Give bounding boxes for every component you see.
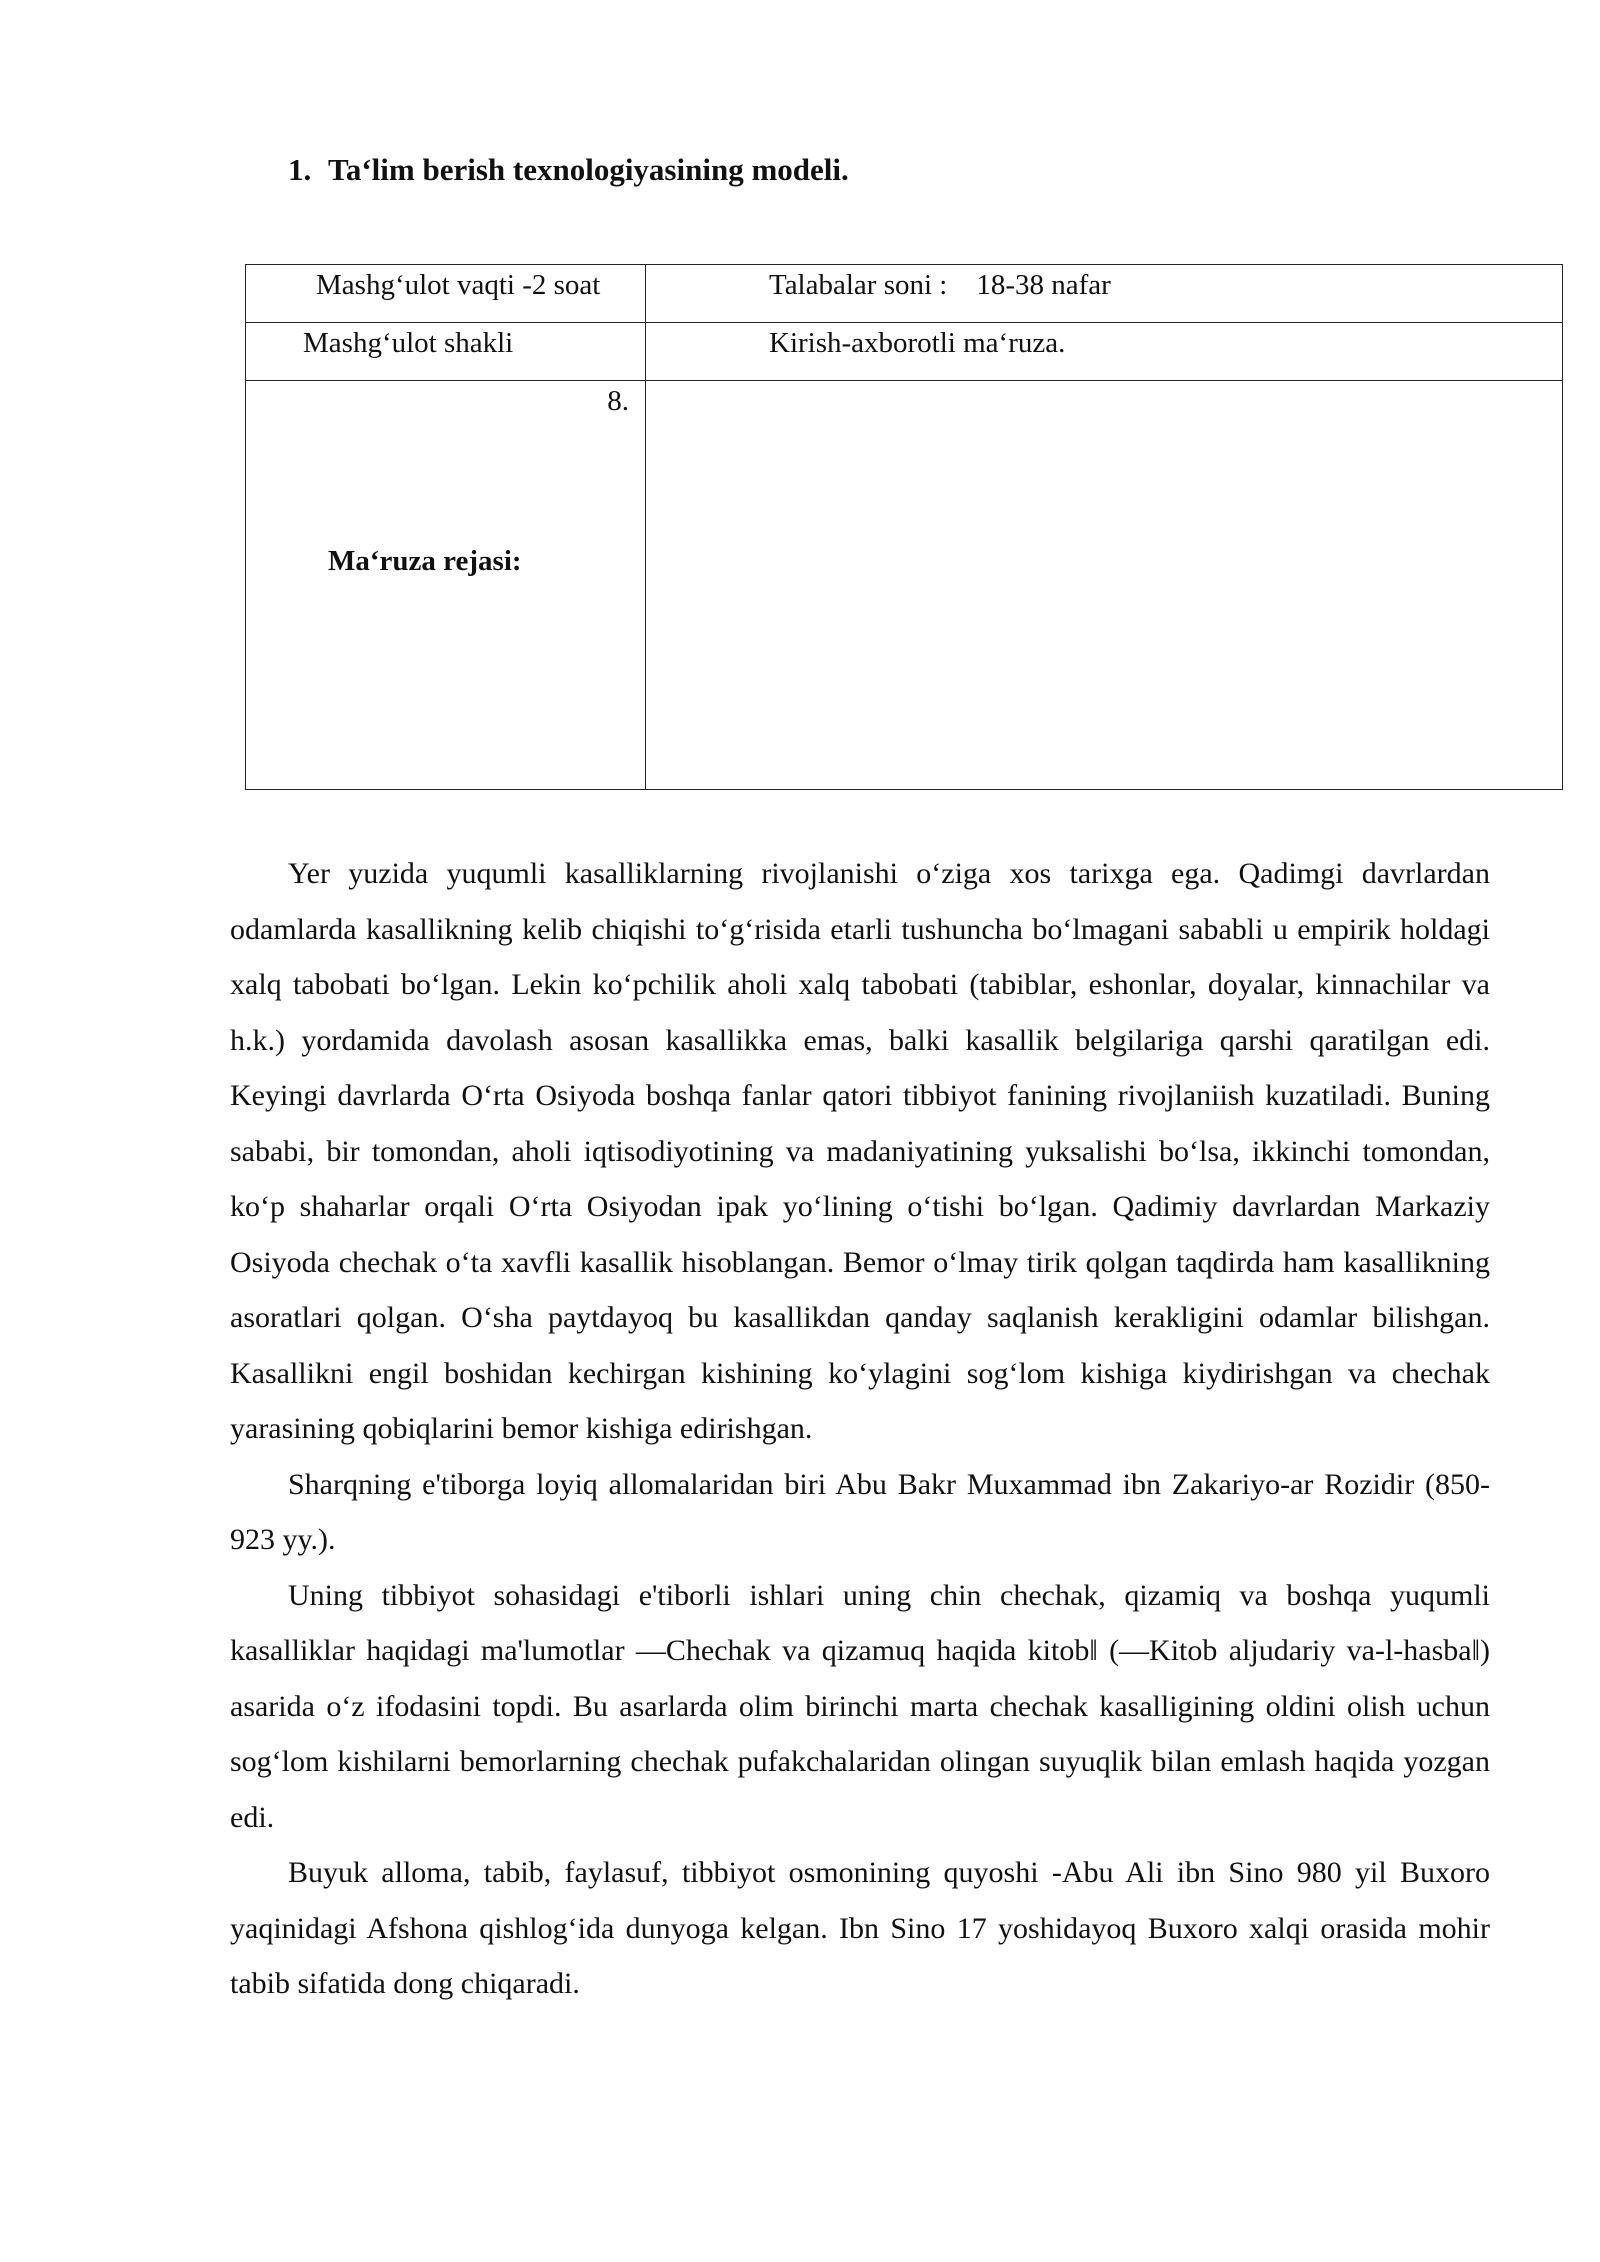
- table-cell: [246, 265, 646, 323]
- table-cell: [246, 381, 646, 790]
- table-row: [246, 323, 1563, 381]
- teaching-model-table: [245, 264, 1563, 790]
- session-form-label: Mashg‘ulot shakli: [303, 327, 514, 359]
- paragraph: Sharqning e'tiborga loyiq allomalaridan biri Abu Bakr Muxammad ibn Zakariyo-ar Rozidir (850-923 yy.).: [230, 1467, 1490, 1556]
- table-cell: [646, 381, 1563, 790]
- session-form-value: Kirish-axborotli ma‘ruza.: [769, 327, 1066, 359]
- paragraph: Uning tibbiyot sohasidagi e'tiborli ishlari uning chin chechak, qizamiq va boshqa yuqumli kasalliklar haqidagi ma'lumotlar ―Chechak va qizamuq haqida kitob‖ (―Kitob aljudariy va-l-hasba‖) asarida o‘z ifodasini topdi. Bu asarlarda olim birinchi marta chechak kasalligining oldini olish uchun sog‘lom kishilarni bemorlarning chechak pufakchalaridan olingan suyuqlik bilan emlash haqida yozgan edi.: [230, 1578, 1490, 1834]
- table-row: [246, 265, 1563, 323]
- table-cell: [646, 323, 1563, 381]
- table-cell: [646, 265, 1563, 323]
- section-heading: [288, 152, 849, 188]
- table-row: [246, 381, 1563, 790]
- students-count-label: Talabalar soni : 18-38 nafar: [769, 269, 1111, 301]
- section-number: 1.: [288, 152, 312, 187]
- paragraph: Buyuk alloma, tabib, faylasuf, tibbiyot osmonining quyoshi -Abu Ali ibn Sino 980 yil Buxoro yaqinidagi Afshona qishlog‘ida dunyoga kelgan. Ibn Sino 17 yoshidayoq Buxoro xalqi orasida mohir tabib sifatida dong chiqaradi.: [230, 1856, 1490, 2000]
- body-text: [230, 846, 1490, 2012]
- lecture-plan-label: Ma‘ruza rejasi:: [328, 545, 522, 577]
- session-time-label: Mashg‘ulot vaqti -2 soat: [316, 269, 601, 301]
- plan-number: 8.: [607, 385, 629, 417]
- paragraph: Yer yuzida yuqumli kasalliklarning rivojlanishi o‘ziga xos tarixga ega. Qadimgi davrlardan odamlarda kasallikning kelib chiqishi to‘g‘risida etarli tushuncha bo‘lmagani sababli u empirik holdagi xalq tabobati bo‘lgan. Lekin ko‘pchilik aholi xalq tabobati (tabiblar, eshonlar, doyalar, kinnachilar va h.k.) yordamida davolash asosan kasallikka emas, balki kasallik belgilariga qarshi qaratilgan edi. Keyingi davrlarda O‘rta Osiyoda boshqa fanlar qatori tibbiyot fanining rivojlaniish kuzatiladi. Buning sababi, bir tomondan, aholi iqtisodiyotining va madaniyatining yuksalishi bo‘lsa, ikkinchi tomondan, ko‘p shaharlar orqali O‘rta Osiyodan ipak yo‘lining o‘tishi bo‘lgan. Qadimiy davrlardan Markaziy Osiyoda chechak o‘ta xavfli kasallik hisoblangan. Bemor o‘lmay tirik qolgan taqdirda ham kasallikning asoratlari qolgan. O‘sha paytdayoq bu kasallikdan qanday saqlanish kerakligini odamlar bilishgan. Kasallikni engil boshidan kechirgan kishining ko‘ylagini sog‘lom kishiga kiydirishgan va chechak yarasining qobiqlarini bemor kishiga edirishgan.: [230, 857, 1490, 1445]
- table-cell: [246, 323, 646, 381]
- section-title: Ta‘lim berish texnologiyasining modeli.: [328, 152, 849, 187]
